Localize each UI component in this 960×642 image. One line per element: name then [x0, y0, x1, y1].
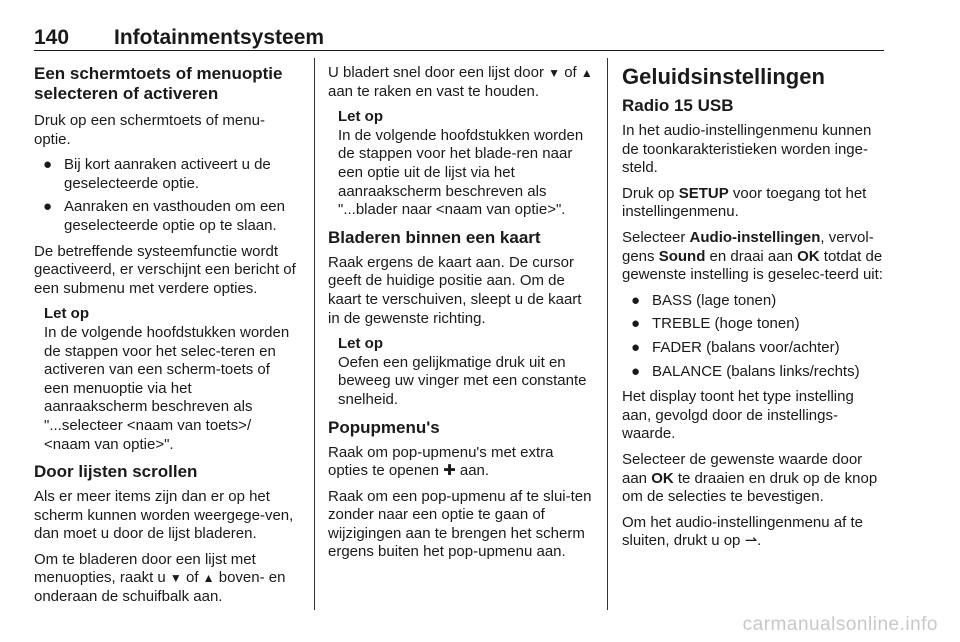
list-item-text: BASS (lage tonen) [652, 291, 777, 309]
text-run: of [564, 64, 577, 81]
list-item [34, 198, 298, 235]
note-box [34, 305, 298, 454]
column-middle [328, 64, 594, 569]
arrow-down-icon: ▼ [169, 571, 182, 586]
watermark: carmanualsonline.info [742, 614, 938, 635]
list-item [34, 156, 298, 193]
text-run: Om het audio-instellingenmenu af te sluiten, drukt u op [622, 513, 863, 550]
arrow-down-icon: ▼ [548, 66, 561, 80]
list-item [622, 292, 886, 311]
note-text: In de volgende hoofdstukken worden de stappen voor het selec-teren en activeren van een scherm-toets of een menuoptie via het aanraakscherm beschreven als "...selecteer <naam van toets>/ <naam van optie>". [44, 323, 290, 453]
bullet-list [34, 156, 298, 235]
text-run: totdat de gewenste instelling is geselec-teerd uit: [622, 247, 883, 284]
header-rule [34, 50, 884, 51]
back-icon: ⇀ [744, 532, 758, 550]
section-heading: Door lijsten scrollen [34, 462, 198, 482]
list-item-text: Aanraken en vasthouden om een geselecteerde optie op te slaan. [64, 198, 285, 234]
text-run: aan te raken en vast te houden. [328, 82, 539, 100]
text-run: te draaien en druk op de knop om de selecties te bevestigen. [622, 469, 878, 506]
keyword: Sound [658, 247, 706, 265]
text-run: of [185, 569, 199, 587]
text-run: Selecteer [622, 228, 686, 246]
arrow-up-icon: ▲ [202, 571, 215, 586]
section-heading: Popupmenu's [328, 417, 440, 437]
list-item-text: BALANCE (balans links/rechts) [652, 362, 860, 380]
page-header [34, 26, 884, 52]
arrow-up-icon: ▲ [580, 66, 593, 80]
paragraph: In het audio-instellingenmenu kunnen de toonkarakteristieken worden inge-steld. [622, 122, 872, 177]
list-item-text: TREBLE (hoge tonen) [652, 315, 800, 333]
note-title: Let op [338, 108, 383, 126]
paragraph: Druk op een schermtoets of menu-optie. [34, 112, 265, 148]
bullet-icon: ● [43, 198, 53, 216]
section-heading: Een schermtoets of menuoptie selecteren of activeren [34, 64, 283, 103]
paragraph [622, 185, 886, 222]
plus-icon: ✚ [443, 462, 456, 480]
text-run: Selecteer de gewenste waarde door aan [622, 450, 863, 487]
note-text: Oefen een gelijkmatige druk uit en beweeg uw vinger met een constante snelheid. [338, 353, 587, 408]
paragraph: Raak ergens de kaart aan. De cursor geeft de huidige positie aan. Om de kaart te verschuiven, sleept u de kaart in de gewenste richting. [328, 253, 582, 327]
list-item-text: FADER (balans voor/achter) [652, 338, 840, 356]
keyword: OK [651, 469, 674, 487]
paragraph [328, 444, 594, 481]
note-box [328, 335, 594, 409]
note-title: Let op [44, 305, 89, 323]
text-run: boven- en onderaan de schuifbalk aan. [34, 569, 286, 606]
text-run: Raak om pop-upmenu's met extra opties te openen [328, 443, 554, 480]
paragraph [622, 229, 886, 285]
subsection-heading: Radio 15 USB [622, 96, 734, 115]
keyword: Audio-instellingen [689, 228, 821, 246]
column-divider [607, 58, 608, 610]
bullet-icon: ● [631, 338, 641, 356]
bullet-icon: ● [43, 156, 53, 174]
section-heading: Bladeren binnen een kaart [328, 227, 541, 247]
paragraph: Het display toont het type instelling aan, gevolgd door de instellings-waarde. [622, 388, 854, 443]
paragraph [34, 551, 298, 607]
list-item-text: Bij kort aanraken activeert u de geselecteerde optie. [64, 156, 271, 192]
text-run: U bladert snel door een lijst door [328, 64, 544, 81]
list-item [622, 315, 886, 334]
keyword: OK [797, 247, 820, 265]
text-run: en draai aan [709, 247, 793, 265]
text-run: voor toegang tot het instellingenmenu. [622, 184, 867, 221]
bullet-list [622, 292, 886, 381]
bullet-icon: ● [631, 362, 641, 380]
paragraph [328, 64, 594, 101]
paragraph: De betreffende systeemfunctie wordt geactiveerd, er verschijnt een bericht of een submenu met verdere opties. [34, 242, 296, 297]
text-run: . [757, 532, 762, 550]
column-left [34, 64, 298, 614]
paragraph [622, 451, 886, 507]
text-run: , vervol-gens [622, 228, 874, 265]
text-run: Druk op [622, 184, 675, 202]
keyword: SETUP [678, 184, 729, 202]
bullet-icon: ● [631, 315, 641, 333]
paragraph: Als er meer items zijn dan er op het scherm kunnen worden weergege-ven, dan moet u door de lijst bladeren. [34, 488, 294, 543]
paragraph: Raak om een pop-upmenu af te slui-ten zonder naar een optie te gaan of wijzigingen aan te brengen het scherm ergens buiten het pop-upmenu aan. [328, 487, 592, 561]
section-heading: Geluidsinstellingen [622, 64, 825, 89]
text-run: aan. [459, 462, 490, 480]
bullet-icon: ● [631, 291, 641, 309]
page-number: 140 [34, 26, 70, 49]
column-divider [314, 58, 315, 610]
list-item [622, 339, 886, 358]
note-box [328, 108, 594, 220]
text-run: Om te bladeren door een lijst met menuopties, raakt u [34, 550, 256, 587]
column-right [622, 64, 886, 558]
paragraph [622, 514, 886, 551]
note-title: Let op [338, 335, 383, 353]
chapter-title: Infotainmentsysteem [114, 26, 325, 49]
list-item [622, 363, 886, 382]
note-text: In de volgende hoofdstukken worden de stappen voor het blade-ren naar een optie uit de lijst via het aanraakscherm beschreven als "...blader naar <naam van optie>". [338, 126, 584, 219]
